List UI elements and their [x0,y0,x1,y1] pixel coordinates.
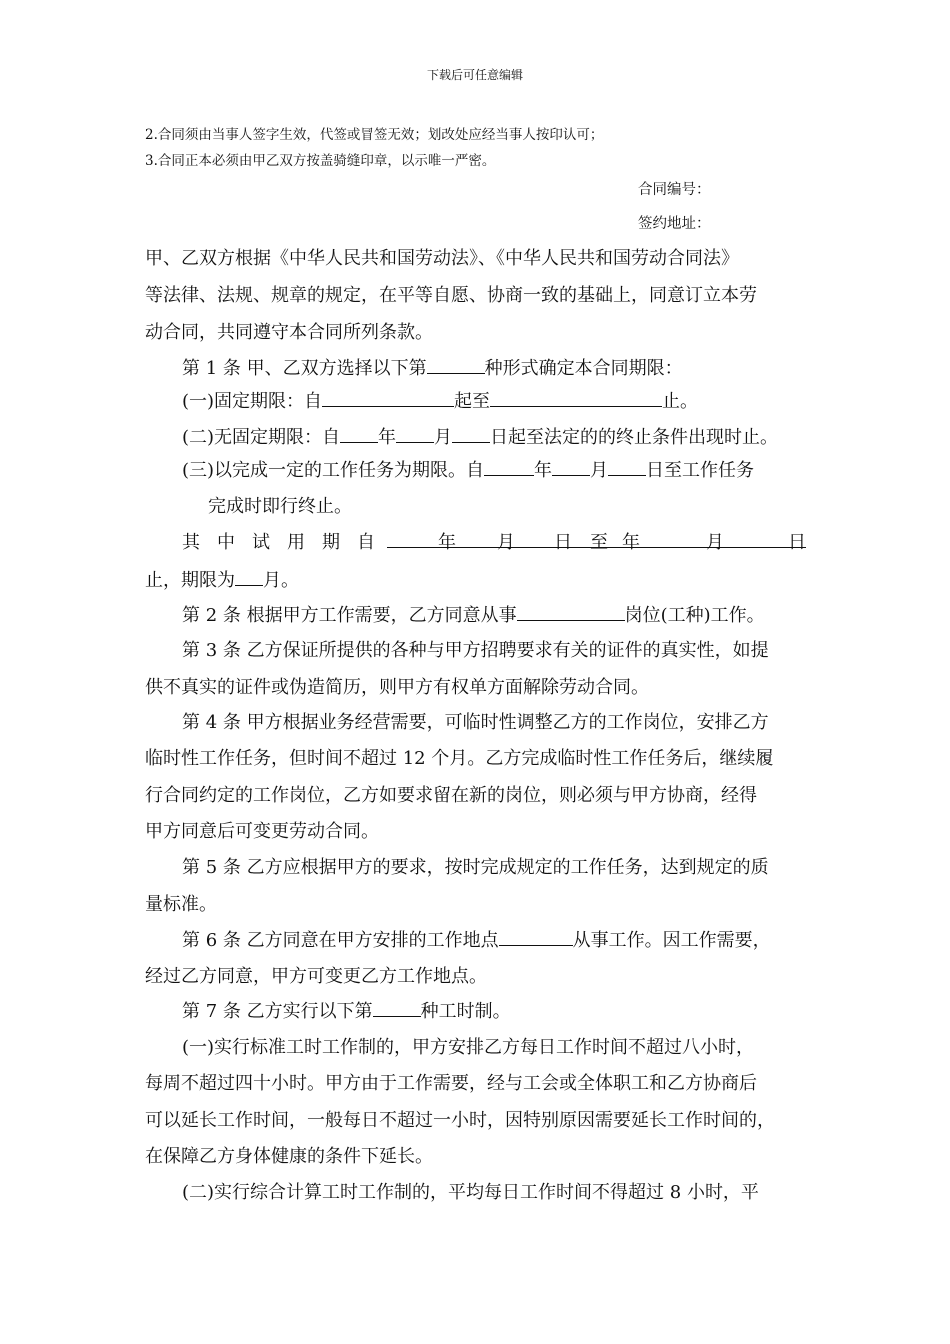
open-day-blank[interactable] [452,426,490,443]
fixed-term: (一)固定期限：自 起至 止。 [182,391,699,412]
article-3-line: 供不真实的证件或伪造简历，则甲方有权单方面解除劳动合同。 [145,677,649,698]
fixed-start-blank[interactable] [322,390,454,407]
note-3: 3.合同正本必须由甲乙双方按盖骑缝印章，以示唯一严密。 [145,153,496,169]
comprehensive-hours: (二)实行综合计算工时工作制的，平均每日工作时间不得超过 8 小时，平 [182,1182,759,1203]
article-4-line: 临时性工作任务，但时间不超过 12 个月。乙方完成临时性工作任务后，继续履 [145,748,774,769]
open-term: (二)无固定期限：自 年 月 日起至法定的的终止条件出现时止。 [182,427,779,448]
article-4: 第 4 条 甲方根据业务经营需要，可临时性调整乙方的工作岗位，安排乙方 [182,712,769,733]
task-day-blank[interactable] [608,459,646,476]
intro-line: 甲、乙双方根据《中华人民共和国劳动法》、《中华人民共和国劳动合同法》 [145,248,739,269]
sign-place-label: 签约地址： [638,216,711,232]
contract-number-label: 合同编号： [638,182,711,198]
term-type-blank[interactable] [427,357,485,374]
article-4-line: 行合同约定的工作岗位，乙方如要求留在新的岗位，则必须与甲方协商，经得 [145,785,757,806]
article-1: 第 1 条 甲、乙双方选择以下第 种形式确定本合同期限： [182,358,683,379]
trial-period-line2: 止，期限为 月。 [145,570,299,591]
article-6-line: 经过乙方同意，甲方可变更乙方工作地点。 [145,966,487,987]
task-term-line2: 完成时即行终止。 [208,496,352,517]
intro-line: 等法律、法规、规章的规定，在平等自愿、协商一致的基础上，同意订立本劳 [145,285,757,306]
note-2: 2.合同须由当事人签字生效，代签或冒签无效；划改处应经当事人按印认可； [145,127,604,143]
standard-hours: (一)实行标准工时工作制的，甲方安排乙方每日工作时间不超过八小时， [182,1037,755,1058]
intro-line: 动合同，共同遵守本合同所列条款。 [145,322,433,343]
open-month-blank[interactable] [396,426,434,443]
fixed-end-blank[interactable] [490,390,662,407]
article-5: 第 5 条 乙方应根据甲方的要求，按时完成规定的工作任务，达到规定的质 [182,857,769,878]
task-month-blank[interactable] [552,459,590,476]
article-3: 第 3 条 乙方保证所提供的各种与甲方招聘要求有关的证件的真实性，如提 [182,640,769,661]
hours-type-blank[interactable] [373,1000,421,1017]
work-place-blank[interactable] [499,929,573,946]
article-5-line: 量标准。 [145,894,217,915]
task-year-blank[interactable] [484,459,534,476]
article-2: 第 2 条 根据甲方工作需要，乙方同意从事 岗位(工种)工作。 [182,605,765,626]
page-header: 下载后可任意编辑 [426,68,523,82]
article-7: 第 7 条 乙方实行以下第 种工时制。 [182,1001,511,1022]
standard-hours-line: 每周不超过四十小时。甲方由于工作需要，经与工会或全体职工和乙方协商后 [145,1073,757,1094]
open-year-blank[interactable] [340,426,378,443]
standard-hours-line: 可以延长工作时间，一般每日不超过一小时，因特别原因需要延长工作时间的， [145,1110,775,1131]
trial-months-blank[interactable] [235,569,263,586]
position-blank[interactable] [517,604,625,621]
standard-hours-line: 在保障乙方身体健康的条件下延长。 [145,1146,433,1167]
article-4-line: 甲方同意后可变更劳动合同。 [145,821,379,842]
trial-period: 其 中 试 用 期 自 年 月 日 至 年 月 日 [182,532,806,553]
task-term: (三)以完成一定的工作任务为期限。自 年 月 日至工作任务 [182,460,755,481]
article-6: 第 6 条 乙方同意在甲方安排的工作地点 从事工作。因工作需要， [182,930,771,951]
